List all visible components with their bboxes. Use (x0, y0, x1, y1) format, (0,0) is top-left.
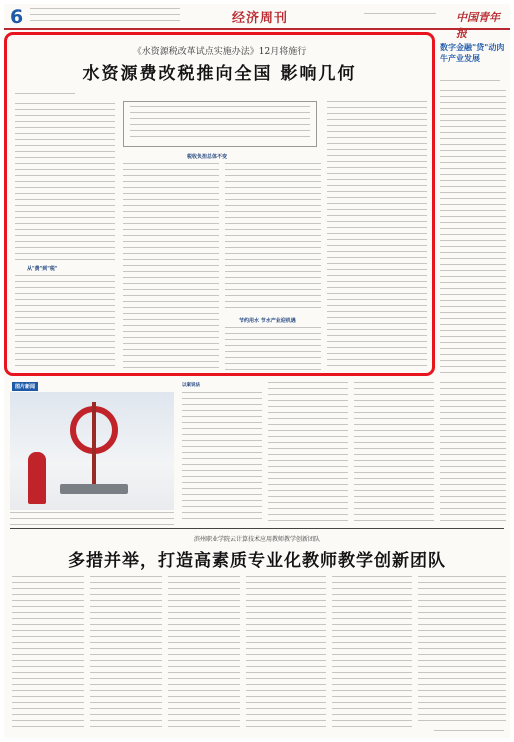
lower-column-2 (90, 576, 162, 728)
newspaper-page (4, 4, 510, 738)
article-column-4 (327, 101, 427, 371)
article-subhead-2: 税收负担总体不变 (187, 154, 228, 160)
middle-column-3 (354, 382, 434, 522)
lower-column-3 (168, 576, 240, 728)
lower-column-4 (246, 576, 326, 728)
section-title: 经济周刊 (232, 11, 289, 26)
photo-base (60, 484, 128, 494)
masthead-meta (30, 8, 180, 22)
newspaper-logo: 中国青年报 (456, 11, 500, 40)
lower-column-6 (418, 576, 506, 724)
lower-headline[interactable]: 多措并举，打造高素质专业化教师教学创新团队 (68, 551, 446, 571)
article-subhead-1: 从"费"到"税" (27, 266, 58, 272)
lower-kicker: 滨州职业学院云计算技术应用教师教学创新团队 (193, 536, 320, 543)
masthead (4, 4, 510, 40)
article-headline: 水资源费改税推向全国 影响几何 (82, 64, 357, 84)
rail-column-1 (440, 90, 506, 374)
middle-column-2 (268, 382, 348, 522)
page-number: 6 (10, 6, 24, 28)
middle-column-1 (182, 392, 262, 522)
lead-article-highlight[interactable] (4, 32, 435, 376)
article-column-2 (123, 163, 219, 371)
article-column-3b (225, 327, 321, 371)
article-column-3 (225, 163, 321, 313)
section-divider (10, 528, 504, 529)
footer-code (434, 730, 504, 735)
article-summary-box (123, 101, 317, 147)
article-byline (15, 93, 75, 99)
middle-column-head: 以案说法 (182, 383, 200, 388)
news-photo[interactable] (10, 392, 174, 510)
photo-caption (10, 512, 174, 526)
article-subhead-3: 节约用水 节水产业迎机遇 (239, 318, 296, 324)
lower-column-1 (12, 576, 84, 728)
lower-column-5 (332, 576, 412, 728)
article-column-1 (15, 103, 115, 261)
rail-article-title[interactable]: 数字金融"贷"动肉牛产业发展 (440, 43, 505, 63)
photo-news-tag: 图片新闻 (12, 382, 38, 391)
photo-person (28, 452, 46, 504)
photo-pole (92, 402, 96, 488)
rail-column-2 (440, 382, 506, 522)
article-kicker: 《水资源税改革试点实施办法》12月将施行 (132, 47, 307, 57)
masthead-date (364, 13, 436, 19)
rail-byline (440, 80, 500, 85)
article-column-1b (15, 275, 115, 371)
